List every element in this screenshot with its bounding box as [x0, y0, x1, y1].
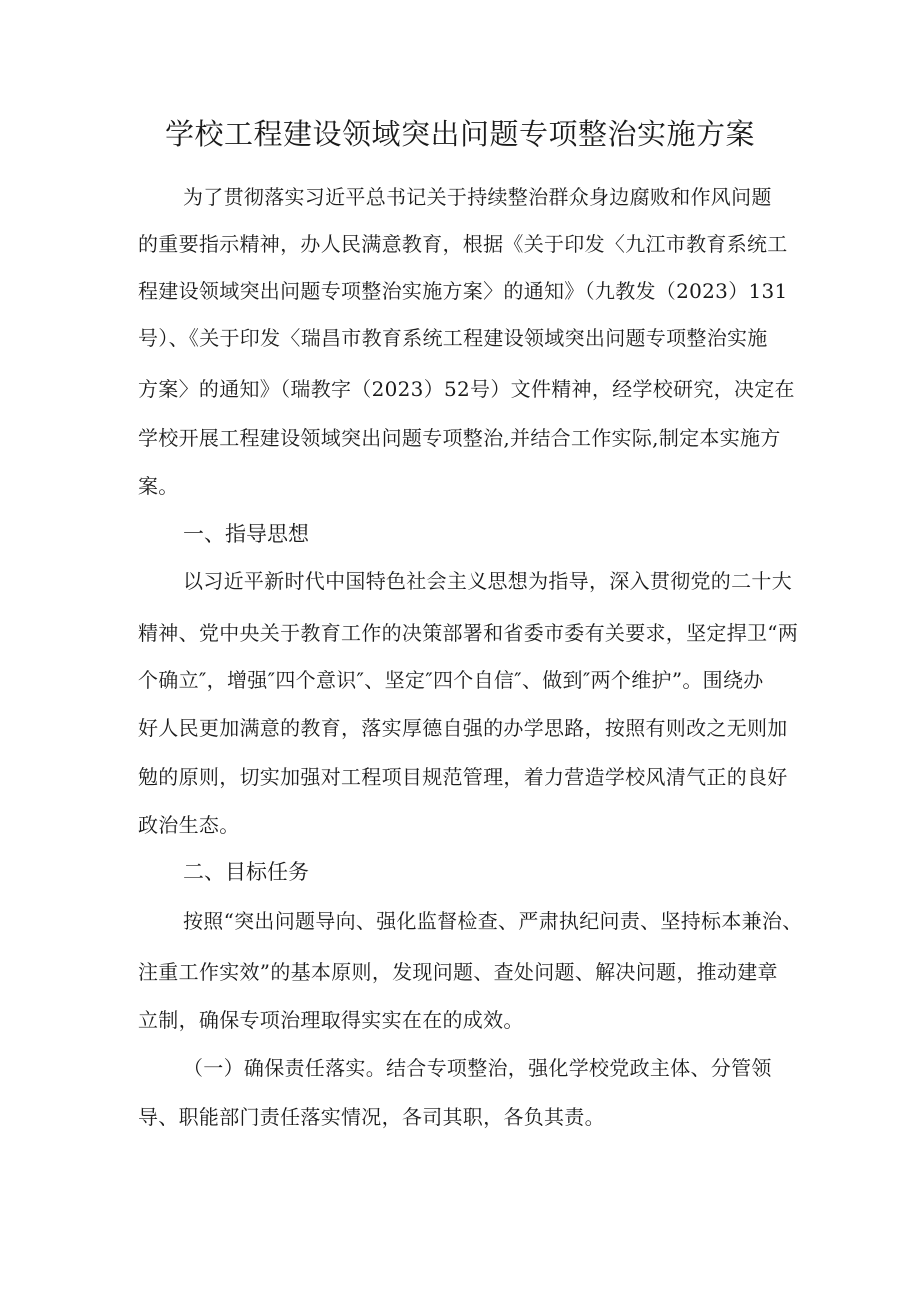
- section1-line-6: 政治生态。: [138, 813, 240, 837]
- intro-line-3: 程建设领域突出问题专项整治实施方案〉的通知》（九教发（2023）131: [138, 279, 788, 303]
- intro-line-2: 的重要指示精神，办人民满意教育，根据《关于印发〈九江市教育系统工: [138, 232, 788, 256]
- section1-line-5: 勉的原则，切实加强对工程项目规范管理，着力营造学校风清气正的良好: [138, 765, 788, 789]
- section2-line-2: 注重工作实效”的基本原则，发现问题、查处问题、解决问题，推动建章: [138, 960, 778, 984]
- section1-line-2: 精神、党中央关于教育工作的决策部署和省委市委有关要求，坚定捍卫“两: [138, 621, 799, 645]
- intro-line-7: 案。: [138, 474, 179, 498]
- intro-line-1: 为了贯彻落实习近平总书记关于持续整治群众身边腐败和作风问题: [183, 185, 772, 209]
- section1-line-3: 个确立″，增强″四个意识″、坚定″四个自信″、做到″两个维护”。围绕办: [138, 668, 764, 692]
- section-heading-guiding-ideology: 一、指导思想: [183, 522, 309, 546]
- intro-line-4: 号）、《关于印发〈瑞昌市教育系统工程建设领域突出问题专项整治实施: [138, 326, 768, 350]
- section1-line-1: 以习近平新时代中国特色社会主义思想为指导，深入贯彻党的二十大: [183, 569, 792, 593]
- section2-item1-line-1: （一）确保责任落实。结合专项整治，强化学校党政主体、分管领: [183, 1056, 772, 1080]
- section-heading-goals-tasks: 二、目标任务: [183, 860, 309, 884]
- intro-line-6: 学校开展工程建设领域突出问题专项整治,并结合工作实际,制定本实施方: [138, 426, 781, 450]
- section2-line-3: 立制，确保专项治理取得实实在在的成效。: [138, 1008, 524, 1032]
- section2-line-1: 按照“突出问题导向、强化监督检查、严肃执纪问责、坚持标本兼治、: [183, 909, 803, 933]
- section2-item1-line-2: 导、职能部门责任落实情况，各司其职，各负其责。: [138, 1105, 605, 1129]
- section1-line-4: 好人民更加满意的教育，落实厚德自强的办学思路，按照有则改之无则加: [138, 716, 788, 740]
- document-title: 学校工程建设领域突出问题专项整治实施方案: [164, 117, 755, 151]
- intro-line-5: 方案〉的通知》（瑞教字（2023）52号）文件精神，经学校研究，决定在: [138, 377, 795, 401]
